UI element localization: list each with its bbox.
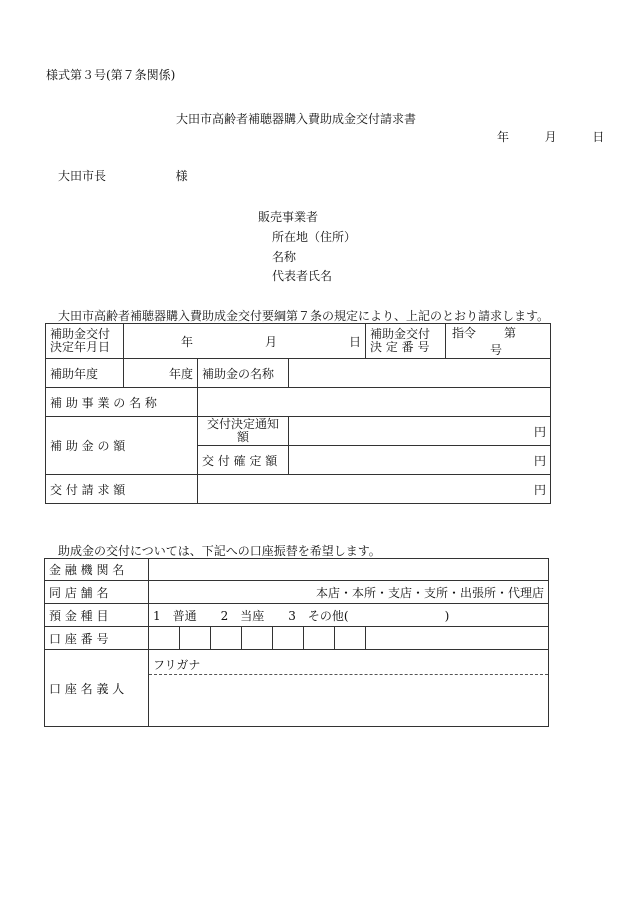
date-month: 月 <box>544 130 557 144</box>
confirmed-amount-field[interactable]: 円 <box>289 446 551 475</box>
branch-name-field[interactable]: 本店・本所・支店・支所・出張所・代理店 <box>149 581 549 604</box>
request-amount-field[interactable]: 円 <box>198 475 551 504</box>
date-day: 日 <box>592 130 605 144</box>
account-digit-7[interactable] <box>335 627 366 650</box>
account-digit-3[interactable] <box>211 627 242 650</box>
decision-date-field[interactable]: 年 月 日 <box>124 324 366 359</box>
account-digit-6[interactable] <box>304 627 335 650</box>
decision-number-field[interactable]: 指令 第号 <box>446 324 551 359</box>
bank-name-label: 金 融 機 関 名 <box>45 559 149 581</box>
seller-name-label: 名称 <box>272 250 297 264</box>
page-title: 大田市高齢者補聴器購入費助成金交付請求書 <box>176 112 417 126</box>
branch-name-label: 同 店 舗 名 <box>45 581 149 604</box>
account-number-blank <box>366 627 549 650</box>
deposit-type-field[interactable]: 1 普通 2 当座 3 その他( ) <box>149 604 549 627</box>
notice-amount-field[interactable]: 円 <box>289 417 551 446</box>
request-statement: 大田市高齢者補聴器購入費助成金交付要綱第７条の規定により、上記のとおり請求します。 <box>58 309 550 323</box>
decision-number-label: 補助金交付 決 定 番 号 <box>366 324 446 359</box>
furigana-line[interactable] <box>149 650 548 675</box>
project-name-field[interactable] <box>198 388 551 417</box>
furigana-label: フリガナ <box>153 658 201 672</box>
seller-heading: 販売事業者 <box>258 210 319 224</box>
transfer-statement: 助成金の交付については、下記への口座振替を希望します。 <box>58 544 381 558</box>
date-year: 年 <box>497 130 510 144</box>
seller-representative-label: 代表者氏名 <box>272 269 333 283</box>
addressee-honorific: 様 <box>175 169 188 183</box>
account-number-label: 口 座 番 号 <box>45 627 149 650</box>
fiscal-year-field[interactable]: 年度 <box>124 359 198 388</box>
account-digit-4[interactable] <box>242 627 273 650</box>
date-line <box>497 128 604 145</box>
request-amount-label: 交 付 請 求 額 <box>46 475 198 504</box>
account-holder-field[interactable] <box>149 650 549 727</box>
bank-table <box>44 558 549 727</box>
subsidy-name-label: 補助金の名称 <box>198 359 289 388</box>
bank-name-field[interactable] <box>149 559 549 581</box>
account-holder-label: 口 座 名 義 人 <box>45 650 149 727</box>
confirmed-amount-label: 交 付 確 定 額 <box>198 446 289 475</box>
request-table <box>45 323 551 504</box>
account-digit-2[interactable] <box>180 627 211 650</box>
account-digit-1[interactable] <box>149 627 180 650</box>
seller-address-label: 所在地（住所） <box>272 230 357 244</box>
deposit-type-label: 預 金 種 目 <box>45 604 149 627</box>
addressee-name: 大田市長 <box>58 169 107 183</box>
form-number: 様式第３号(第７条関係) <box>46 68 176 82</box>
notice-amount-label: 交付決定通知 額 <box>198 417 289 446</box>
addressee <box>58 167 188 184</box>
amount-label: 補 助 金 の 額 <box>46 417 198 475</box>
decision-date-label: 補助金交付 決定年月日 <box>46 324 124 359</box>
project-name-label: 補 助 事 業 の 名 称 <box>46 388 198 417</box>
fiscal-year-label: 補助年度 <box>46 359 124 388</box>
subsidy-name-field[interactable] <box>289 359 551 388</box>
account-digit-5[interactable] <box>273 627 304 650</box>
